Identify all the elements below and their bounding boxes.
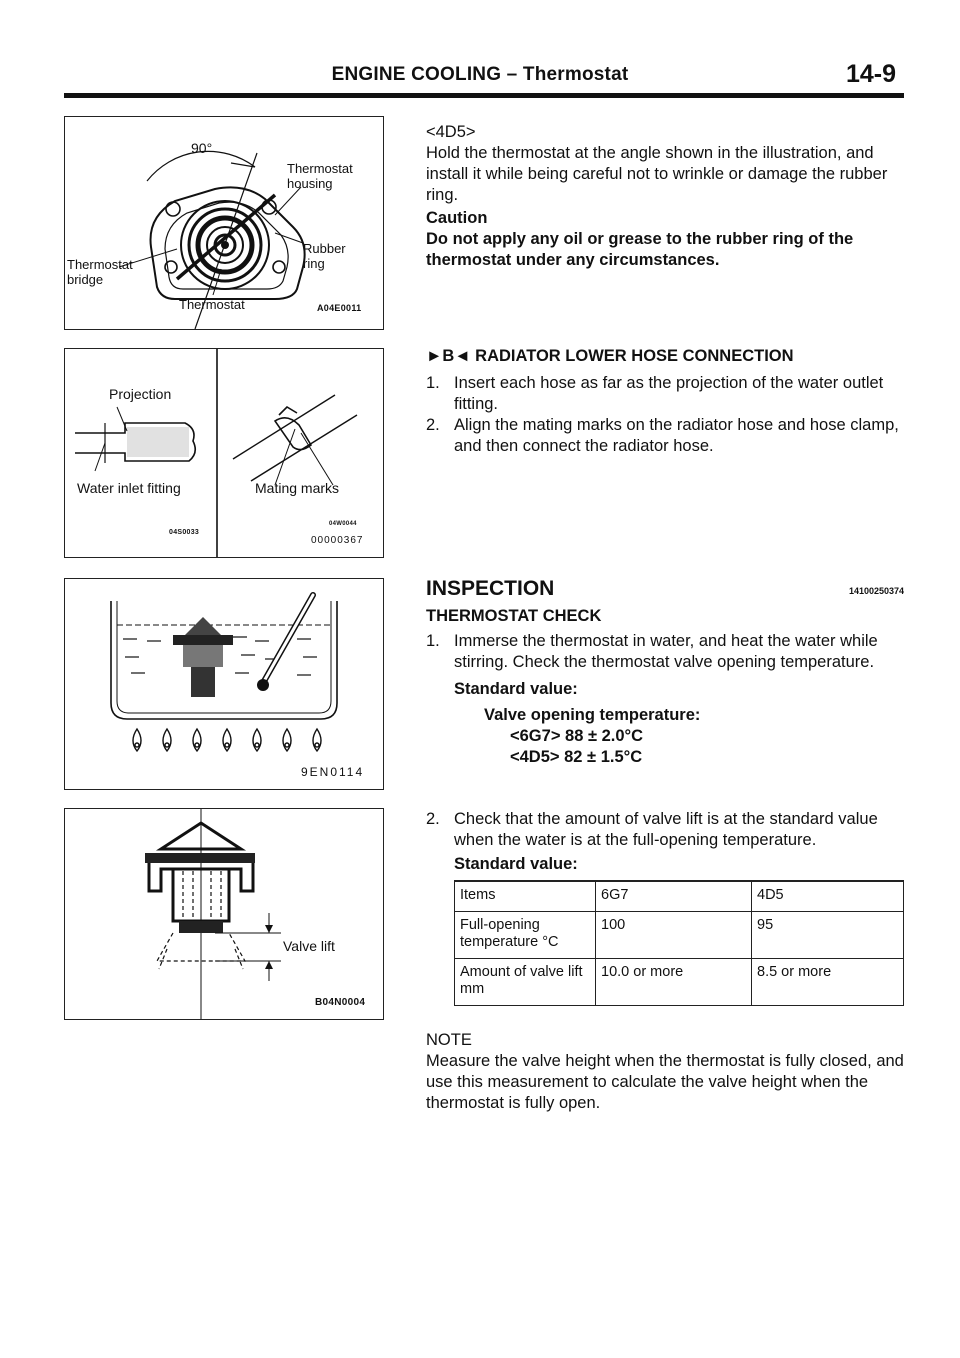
step-number: 2. xyxy=(426,416,440,434)
figure-code-right: 00000367 xyxy=(311,535,364,546)
header-rule xyxy=(64,93,904,98)
hose-connection-heading xyxy=(426,346,904,367)
figure-code: A04E0011 xyxy=(317,303,362,313)
table-header-cell: Items xyxy=(455,881,596,912)
figure-hose-connection xyxy=(64,348,384,558)
rubber-ring-label-line2: ring xyxy=(303,256,325,271)
standard-value-label-1: Standard value: xyxy=(454,680,578,698)
note-heading: NOTE xyxy=(426,1031,472,1049)
water-bath-drawing xyxy=(65,579,383,789)
table-cell: 100 xyxy=(596,912,752,959)
figure-code-right-small: 04W0044 xyxy=(329,521,357,527)
caution-heading: Caution xyxy=(426,209,488,227)
rubber-ring-label-line1: Rubber xyxy=(303,241,346,256)
bridge-label-line2: bridge xyxy=(67,272,104,287)
figure-thermostat-check xyxy=(64,578,384,790)
standard-value-table xyxy=(454,880,904,1006)
inspection-heading: INSPECTION xyxy=(426,577,555,600)
step-number: 1. xyxy=(426,374,440,392)
step-number: 1. xyxy=(426,632,440,650)
water-inlet-fitting-label: Water inlet fitting xyxy=(77,480,181,496)
table-cell: Full-opening temperature °C xyxy=(455,912,596,959)
caution-text: Do not apply any oil or grease to the rubber ring of the thermostat under any circumstances. xyxy=(426,230,854,269)
standard-value-label-2: Standard value: xyxy=(454,855,578,873)
step-text: Check that the amount of valve lift is at the standard value when the water is at the full-opening temperature. xyxy=(454,810,878,849)
figure-valve-lift xyxy=(64,808,384,1020)
step-number: 2. xyxy=(426,810,440,828)
table-row xyxy=(455,959,904,1006)
inspection-code: 14100250374 xyxy=(848,586,904,596)
thermostat-check-heading: THERMOSTAT CHECK xyxy=(426,607,602,625)
step-text: Insert each hose as far as the projection of the water outlet fitting. xyxy=(454,374,884,413)
projection-label: Projection xyxy=(109,386,172,402)
bridge-label-line1: Thermostat xyxy=(67,257,133,272)
angle-label: 90° xyxy=(191,140,213,156)
table-cell: Amount of valve lift mm xyxy=(455,959,596,1006)
table-cell: 95 xyxy=(752,912,904,959)
section-4d5-paragraph: Hold the thermostat at the angle shown in the illustration, and install it while being careful not to wrinkle or damage the rubber ring. xyxy=(426,144,888,204)
step-text: Immerse the thermostat in water, and heat the water while stirring. Check the thermostat valve opening temperature. xyxy=(454,632,878,671)
table-header-cell: 4D5 xyxy=(752,881,904,912)
housing-label-line1: Thermostat xyxy=(287,161,353,176)
figure-code: B04N0004 xyxy=(315,997,366,1008)
valve-lift-drawing xyxy=(65,809,383,1019)
table-row xyxy=(455,912,904,959)
section-4d5-tag: <4D5> xyxy=(426,123,476,141)
mating-marks-label: Mating marks xyxy=(255,480,340,496)
value-4d5: <4D5> 82 ± 1.5°C xyxy=(510,748,643,766)
note-text: Measure the valve height when the thermostat is fully closed, and use this measurement to calculate the valve height when the thermostat is fully open. xyxy=(426,1052,904,1112)
valve-opening-temperature-label: Valve opening temperature: xyxy=(484,706,701,724)
page-title: ENGINE COOLING – Thermostat xyxy=(331,64,629,85)
page-number: 14-9 xyxy=(845,60,896,88)
figure-thermostat-installation xyxy=(64,116,384,330)
table-header-row xyxy=(455,881,904,912)
housing-label-line2: housing xyxy=(287,176,333,191)
valve-lift-label: Valve lift xyxy=(283,938,335,954)
section-marker: ►B◄ xyxy=(426,347,471,365)
table-cell: 8.5 or more xyxy=(752,959,904,1006)
figure-code-left: 04S0033 xyxy=(169,529,200,536)
step-text: Align the mating marks on the radiator hose and hose clamp, and then connect the radiator hose. xyxy=(454,416,899,455)
value-6g7: <6G7> 88 ± 2.0°C xyxy=(510,727,644,745)
figure-code: 9EN0114 xyxy=(301,765,365,779)
thermostat-label: Thermostat xyxy=(179,297,245,312)
hose-connection-title: RADIATOR LOWER HOSE CONNECTION xyxy=(475,347,794,365)
table-header-cell: 6G7 xyxy=(596,881,752,912)
table-cell: 10.0 or more xyxy=(596,959,752,1006)
